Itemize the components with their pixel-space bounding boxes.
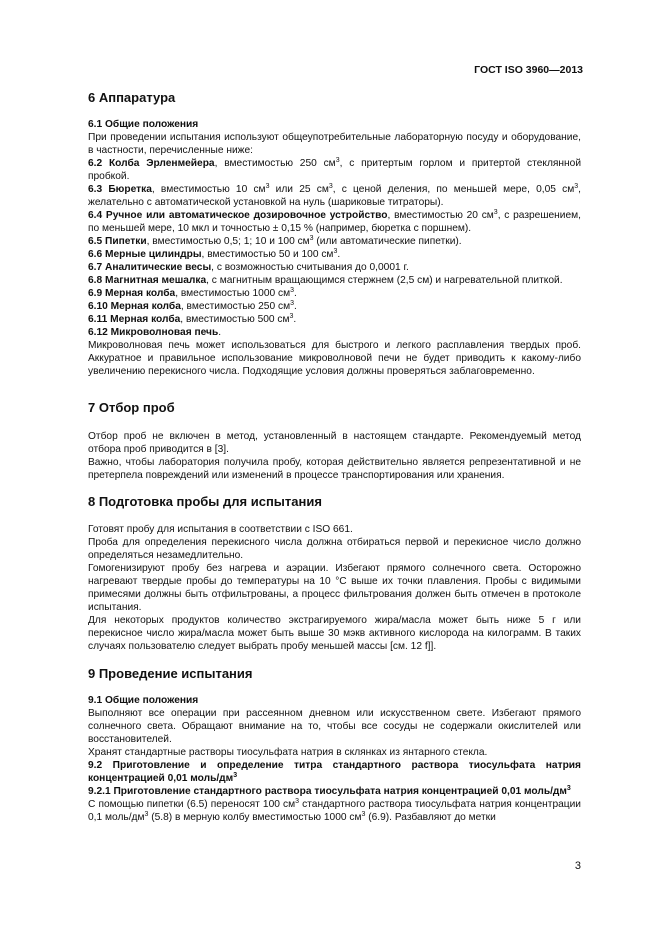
item-text: , вместимостью 1000 см <box>175 288 291 299</box>
item-label: 6.10 Мерная колба <box>88 301 181 312</box>
item-6-12 <box>88 326 581 339</box>
item-text: . <box>337 249 341 260</box>
paragraph: Хранят стандартные растворы тиосульфата натрия в склянках из янтарного стекла. <box>88 747 488 758</box>
item-label: 6.9 Мерная колба <box>88 288 176 299</box>
superscript: 3 <box>361 811 366 818</box>
paragraph: Готовят пробу для испытания в соответствии с ISO 661. <box>88 524 353 535</box>
subsection-9-2-1-title <box>88 785 581 798</box>
superscript: 3 <box>233 772 238 779</box>
document-header: ГОСТ ISO 3960—2013 <box>474 64 583 76</box>
section-6-title: 6 Аппаратура <box>88 90 176 105</box>
item-text: . <box>218 327 222 338</box>
superscript: 3 <box>493 209 498 216</box>
item-text: , с магнитным вращающимся стержнем (2,5 см) и нагревательной плиткой. <box>206 275 563 286</box>
section-8 <box>88 494 581 510</box>
superscript: 3 <box>289 313 294 320</box>
item-text: , с разрешением, по меньшей мере, 10 мкл и точностью ± 0,15 % (например, бюретка с поршнем). <box>88 210 581 234</box>
paragraph: Важно, чтобы лаборатория получила пробу, которая действительно является репрезентативной и не претерпела повреждений или изменений в процессе транспортирования или хранения. <box>88 457 581 481</box>
item-label: 6.11 Мерная колба <box>88 314 181 325</box>
section-6-content <box>88 118 581 378</box>
item-6-7 <box>88 261 581 274</box>
subsection-text: 9.2.1 Приготовление стандартного раствора тиосульфата натрия концентрацией 0,01 моль/дм <box>88 786 567 797</box>
paragraph-text: (5.8) в мерную колбу вместимостью 1000 см <box>148 812 362 823</box>
item-text: , с притертым горлом и притертой стеклянной пробкой. <box>88 158 582 182</box>
section-7-title: 7 Отбор проб <box>88 400 175 415</box>
item-label: 6.5 Пипетки <box>88 236 147 247</box>
item-label: 6.7 Аналитические весы <box>88 262 212 273</box>
superscript: 3 <box>290 287 294 294</box>
paragraph <box>88 798 581 824</box>
subsection-6-1-title: 6.1 Общие положения <box>88 119 199 130</box>
item-6-3 <box>88 183 581 209</box>
item-text: , вместимостью 10 см <box>151 184 266 195</box>
item-6-10 <box>88 300 581 313</box>
section-8-content <box>88 523 581 653</box>
paragraph: Для некоторых продуктов количество экстрагируемого жира/масла может быть ниже 5 г или перекисное число жира/масла может быть выше 30 мэкв активного кислорода на килограмм. В таких случаях пользователю следует выбрать пробу меньшей массы [см. 12 f]]. <box>88 615 581 652</box>
item-6-4 <box>88 209 581 235</box>
paragraph: Микроволновая печь может использоваться для быстрого и легкого расплавления твердых проб. Аккуратное и правильное использование микроволновой печи не будет приводить к какому-либо увеличению перекисного числа. Подходящие условия должны проверяться заблаговременно. <box>88 340 581 377</box>
item-label: 6.6 Мерные цилиндры <box>88 249 202 260</box>
section-8-title: 8 Подготовка пробы для испытания <box>88 494 322 509</box>
item-text: . <box>293 314 297 325</box>
section-6 <box>88 90 581 106</box>
paragraph-text: При проведении испытания используют общеупотребительные лабораторную посуду и оборудование, в частности, перечисленные ниже: <box>88 132 581 156</box>
item-text: , вместимостью 500 см <box>180 314 290 325</box>
superscript: 3 <box>335 157 340 164</box>
section-9-content <box>88 694 581 824</box>
superscript: 3 <box>333 248 338 255</box>
paragraph: Выполняют все операции при рассеянном дневном или искусственном свете. Избегают прямого солнечного света. Обращают внимание на то, чтобы все сосуды не содержали окислителей или восстановителей. <box>88 708 581 745</box>
section-7 <box>88 400 581 416</box>
item-text: , вместимостью 250 см <box>180 301 291 312</box>
superscript: 3 <box>328 183 333 190</box>
item-label: 6.3 Бюретка <box>88 184 152 195</box>
item-6-6 <box>88 248 581 261</box>
superscript: 3 <box>574 183 579 190</box>
section-9-title: 9 Проведение испытания <box>88 666 253 681</box>
paragraph <box>88 131 581 157</box>
paragraph-text: стандартного раствора тиосульфата натрия концентрации 0,1 моль/дм <box>88 799 581 823</box>
item-6-8 <box>88 274 581 287</box>
paragraph: Отбор проб не включен в метод, установленный в настоящем стандарте. Рекомендуемый метод отбора проб приводится в [3]. <box>88 431 581 455</box>
item-text: , желательно с автоматической установкой на нуль (шариковые титраторы). <box>88 184 581 208</box>
item-text: , вместимостью 50 и 100 см <box>201 249 334 260</box>
item-6-2 <box>88 157 581 183</box>
superscript: 3 <box>309 235 314 242</box>
item-text: или 25 см <box>269 184 329 195</box>
item-text: . <box>293 301 297 312</box>
item-label: 6.4 Ручное или автоматическое дозировочное устройство <box>88 210 388 221</box>
paragraph: Проба для определения перекисного числа должна отбираться первой и перекисное число должно определяться незамедлительно. <box>88 537 581 561</box>
paragraph-text: (6.9). Разбавляют до метки <box>365 812 496 823</box>
item-text: , с возможностью считывания до 0,0001 г. <box>211 262 409 273</box>
superscript: 3 <box>566 785 571 792</box>
subsection-text: 9.2 Приготовление и определение титра стандартного раствора тиосульфата натрия концентрацией 0,01 моль/дм <box>88 760 581 784</box>
item-label: 6.8 Магнитная мешалка <box>88 275 207 286</box>
item-text: (или автоматические пипетки). <box>313 236 462 247</box>
item-label: 6.12 Микроволновая печь <box>88 327 219 338</box>
item-text: , с ценой деления, по меньшей мере, 0,05 см <box>332 184 575 195</box>
superscript: 3 <box>295 798 300 805</box>
item-label: 6.2 Колба Эрленмейера <box>88 158 215 169</box>
item-text: , вместимостью 250 см <box>214 158 336 169</box>
paragraph: Гомогенизируют пробу без нагрева и аэрации. Избегают прямого солнечного света. Осторожно нагревают твердые пробы до температуры на 10 °С выше их точки плавления. Пробы с видимыми примесями должны быть отфильтрованы, а процесс фильтрования должен быть отмечен в протоколе испытания. <box>88 563 581 613</box>
subsection-9-1-title: 9.1 Общие положения <box>88 695 199 706</box>
item-text: , вместимостью 20 см <box>387 210 494 221</box>
superscript: 3 <box>144 811 149 818</box>
superscript: 3 <box>265 183 270 190</box>
section-7-content <box>88 430 581 482</box>
page-number: 3 <box>574 860 581 872</box>
item-6-5 <box>88 235 581 248</box>
superscript: 3 <box>290 300 294 307</box>
section-9 <box>88 666 581 682</box>
item-text: . <box>294 288 297 299</box>
item-6-11 <box>88 313 581 326</box>
subsection-9-2-title <box>88 759 581 785</box>
paragraph-text: С помощью пипетки (6.5) переносят 100 см <box>88 799 296 810</box>
item-text: , вместимостью 0,5; 1; 10 и 100 см <box>146 236 310 247</box>
item-6-9 <box>88 287 581 300</box>
